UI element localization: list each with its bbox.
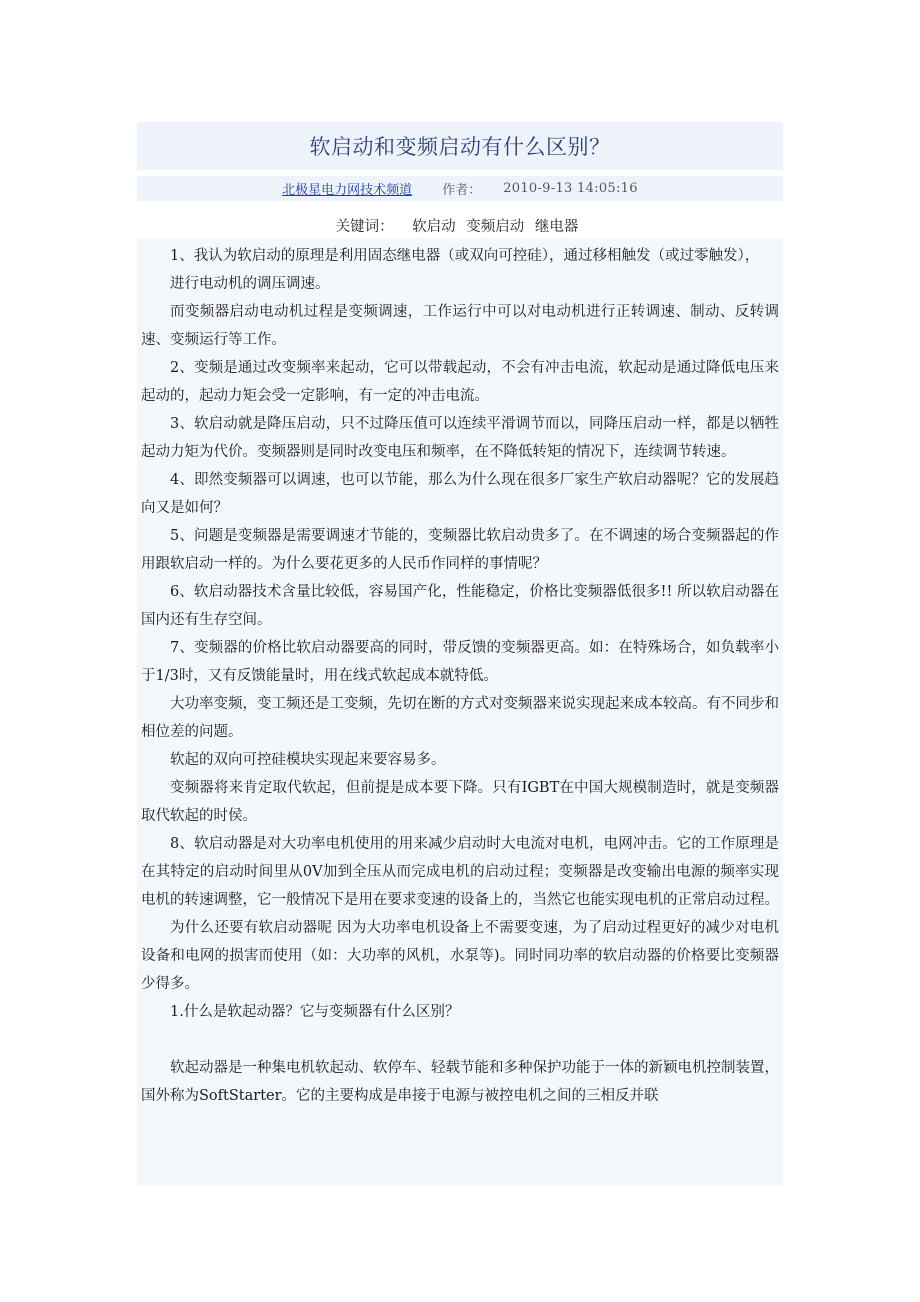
paragraph: 变频器将来肯定取代软起，但前提是成本要下降。只有IGBT在中国大规模制造时，就是变频器取代软起的时侯。 <box>141 780 779 824</box>
article-meta <box>137 176 783 201</box>
paragraph: 4、即然变频器可以调速，也可以节能，那么为什么现在很多厂家生产软启动器呢？它的发展趋向又是如何？ <box>141 472 779 516</box>
publish-datetime: 2010-9-13 14:05:16 <box>503 181 638 196</box>
paragraph: 而变频器启动电动机过程是变频调速，工作运行中可以对电动机进行正转调速、制动、反转调速、变频运行等工作。 <box>141 304 779 348</box>
keyword: 软启动 <box>412 219 456 235</box>
paragraph: 1.什么是软起动器？它与变频器有什么区别？ <box>170 1004 460 1020</box>
paragraph: 1、我认为软启动的原理是利用固态继电器（或双向可控硅），通过移相触发（或过零触发）， <box>170 248 760 264</box>
paragraph: 3、软启动就是降压启动，只不过降压值可以连续平滑调节而以，同降压启动一样，都是以牺牲起动力矩为代价。变频器则是同时改变电压和频率，在不降低转矩的情况下，连续调节转速。 <box>141 416 779 460</box>
article-body <box>137 238 783 1186</box>
blank-line <box>141 1026 779 1054</box>
author-label: 作者： <box>442 183 482 198</box>
keywords-line <box>137 215 783 237</box>
paragraph: 大功率变频，变工频还是工变频，先切在断的方式对变频器来说实现起来成本较高。有不同步和相位差的问题。 <box>141 696 779 740</box>
paragraph: 软起的双向可控硅模块实现起来要容易多。 <box>170 752 446 768</box>
paragraph: 2、变频是通过改变频率来起动，它可以带载起动，不会有冲击电流，软起动是通过降低电压来起动的，起动力矩会受一定影响，有一定的冲击电流。 <box>141 360 779 404</box>
article <box>137 122 783 1186</box>
paragraph: 6、软启动器技术含量比较低，容易国产化，性能稳定，价格比变频器低很多!! 所以软启动器在国内还有生存空间。 <box>141 584 779 628</box>
keywords-label: 关键词： <box>335 219 394 235</box>
paragraph: 8、软启动器是对大功率电机使用的用来减少启动时大电流对电机，电网冲击。它的工作原理是在其特定的启动时间里从0V加到全压从而完成电机的启动过程；变频器是改变输出电源的频率实现电机的转速调整，它一般情况下是用在要求变速的设备上的，当然它也能实现电机的正常启动过程。 <box>141 836 779 908</box>
paragraph: 7、变频器的价格比软启动器要高的同时，带反馈的变频器更高。如：在特殊场合，如负载率小于1/3时，又有反馈能量时，用在线式软起成本就特低。 <box>141 640 779 684</box>
paragraph: 5、问题是变频器是需要调速才节能的，变频器比软启动贵多了。在不调速的场合变频器起的作用跟软启动一样的。为什么要花更多的人民币作同样的事情呢？ <box>141 528 779 572</box>
paragraph: 软起动器是一种集电机软起动、软停车、轻载节能和多种保护功能于一体的新颖电机控制装置，国外称为SoftStarter。它的主要构成是串接于电源与被控电机之间的三相反并联 <box>141 1060 779 1104</box>
source-link[interactable]: 北极星电力网技术频道 <box>282 183 413 198</box>
paragraph: 进行电动机的调压调速。 <box>170 276 330 292</box>
keyword: 变频启动 <box>466 219 525 235</box>
keyword: 继电器 <box>534 219 579 235</box>
article-title: 软启动和变频启动有什么区别？ <box>309 135 611 159</box>
title-bar <box>137 122 783 170</box>
paragraph: 为什么还要有软启动器呢 因为大功率电机设备上不需要变速，为了启动过程更好的减少对电机设备和电网的损害而使用（如：大功率的风机，水泵等)。同时同功率的软启动器的价格要比变频器少得多。 <box>141 920 779 992</box>
